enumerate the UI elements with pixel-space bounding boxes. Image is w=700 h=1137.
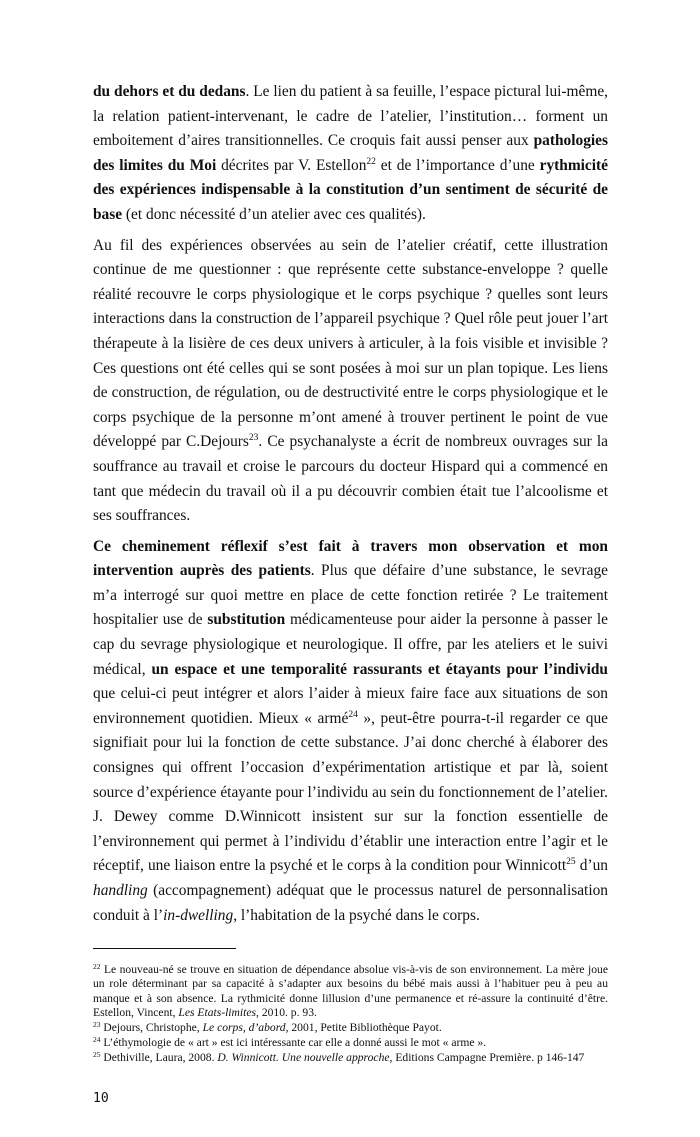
text-run: Dejours, Christophe, <box>100 1021 203 1034</box>
bold-text: Ce cheminement réflexif s’est fait à travers mon observation et mon intervention auprès des patients <box>93 537 608 580</box>
footnote-separator <box>93 948 236 949</box>
footnote-ref: 22 <box>366 156 376 167</box>
italic-text: Le corps, d’abord <box>202 1021 286 1034</box>
text-run: (accompagnement) adéquat que le processus naturel de personnalisation conduit à l’ <box>93 882 608 924</box>
bold-text: substitution <box>207 611 286 629</box>
italic-text: D. Winnicott. Une nouvelle approche <box>217 1051 390 1065</box>
text-run: d’un <box>575 857 609 875</box>
text-run: », peut-être pourra-t-il regarder ce que signifiait pour lui la fonction de cette substance. J’ai donc cherché à élaborer des consignes qui offrent l’occasion d’expérimentation artistique et par là, soient source d’expérience étayante pour l’individu au sein du fonctionnement de l’atelier. J. Dewey comme D.Winnicott insistent sur sur la fonction essentielle de l’environnement qui permet à l’individu d’établir une interaction entre l’agir et le réceptif, une liaison entre la psyché et le corps à la condition pour Winnicott <box>93 709 608 875</box>
text-run: et de l’importance d’une <box>375 156 540 174</box>
text-run: . Le lien du patient à sa feuille, l’espace pictural lui-même, la relation patient-intervenant, le cadre de l’atelier, l’institution… forment un emboitement d’aires transitionnelles. Ce croquis fait aussi penser aux <box>93 83 609 150</box>
paragraph <box>93 234 608 529</box>
footnote-ref: 23 <box>93 1020 101 1029</box>
text-run: que celui-ci peut intégrer et alors l’aider à mieux faire face aux situations de son environnement quotidien. Mieux « armé <box>93 685 608 727</box>
italic-text: handling <box>93 882 148 899</box>
text-run: . Plus que défaire d’une substance, le sevrage m’a interrogé sur quoi mettre en place de cette fonction retirée ? Le traitement hospitalier use de <box>93 562 608 629</box>
page-number: 10 <box>93 1090 109 1106</box>
bold-text: du dehors et du dedans <box>93 83 246 100</box>
text-run: décrites par V. Estellon <box>216 156 367 174</box>
text-run: . Ce psychanalyste a écrit de nombreux ouvrages sur la souffrance au travail et croise le parcours du docteur Hispard qui a commencé en tant que médecin du travail où il a pu découvrir combien était tue l’alcoolisme et ses souffrances. <box>93 433 608 525</box>
footnote-ref: 25 <box>566 857 576 868</box>
bold-text: un espace et une temporalité rassurants et étayants pour l’individu <box>151 660 608 678</box>
text-run: , l’habitation de la psyché dans le corps. <box>233 906 480 924</box>
bold-text: pathologies des limites du Moi <box>93 132 608 174</box>
paragraph <box>93 80 608 228</box>
footnote-ref: 22 <box>93 962 101 972</box>
text-run: L’éthymologie de « art » est ici intéressante car elle a donné aussi le mot « arme ». <box>100 1036 487 1050</box>
footnote <box>93 1021 608 1035</box>
text-run: (et donc nécessité d’un atelier avec ces qualités). <box>122 205 426 223</box>
italic-text: in-dwelling <box>163 906 234 924</box>
footnote <box>93 1036 608 1050</box>
body-text <box>93 80 608 934</box>
text-run: Le nouveau-né se trouve en situation de dépendance absolue vis-à-vis de son environnement. La mère joue un role déterminant par sa capacité à s’adapter aux besoins du bébé mais aussi à l’habituer peu à peu au manque et à son absence. La rythmicité donne lillusion d’une permanence et ré-assure la continuité d’être. Estellon, Vincent, <box>93 963 608 1019</box>
text-run: , Editions Campagne Première. p 146-147 <box>389 1051 585 1065</box>
bold-text: rythmicité des expériences indispensable à la constitution d’un sentiment de sécurité de base <box>93 156 608 223</box>
footnote <box>93 963 608 1020</box>
footnote-ref: 23 <box>248 433 259 444</box>
text-run: médicamenteuse pour aider la personne à passer le cap du sevrage physiologique et neurologique. Il offre, par les ateliers et le suivi médical, <box>93 611 608 678</box>
footnote <box>93 1051 608 1065</box>
text-run: Au fil des expériences observées au sein de l’atelier créatif, cette illustration continue de me questionner : que représente cette substance-enveloppe ? quelle réalité recouvre le corps physiologique et le corps psychique ? quelles sont leurs interactions dans la construction de l’appareil psychique ? Quel rôle peut jouer l’art thérapeute à la lisière de ces deux univers à articuler, à la fois visible et invisible ? Ces questions ont été celles qui se sont posées à moi sur un plan topique. Les liens de construction, de régulation, ou de destructivité entre le corps physiologique et le corps psychique de la personne m’ont amené à trouver pertinent le point de vue développé par C.Dejours <box>93 236 608 451</box>
footnote-ref: 25 <box>93 1050 101 1060</box>
footnote-ref: 24 <box>348 709 358 720</box>
paragraph <box>93 535 608 929</box>
italic-text: Les Etats-limites <box>178 1005 257 1019</box>
text-run: , 2001, Petite Bibliothèque Payot. <box>285 1021 442 1034</box>
text-run: Dethiville, Laura, 2008. <box>100 1051 218 1065</box>
footnote-ref: 24 <box>93 1035 101 1045</box>
footnotes <box>93 963 608 1066</box>
text-run: , 2010. p. 93. <box>256 1005 317 1019</box>
